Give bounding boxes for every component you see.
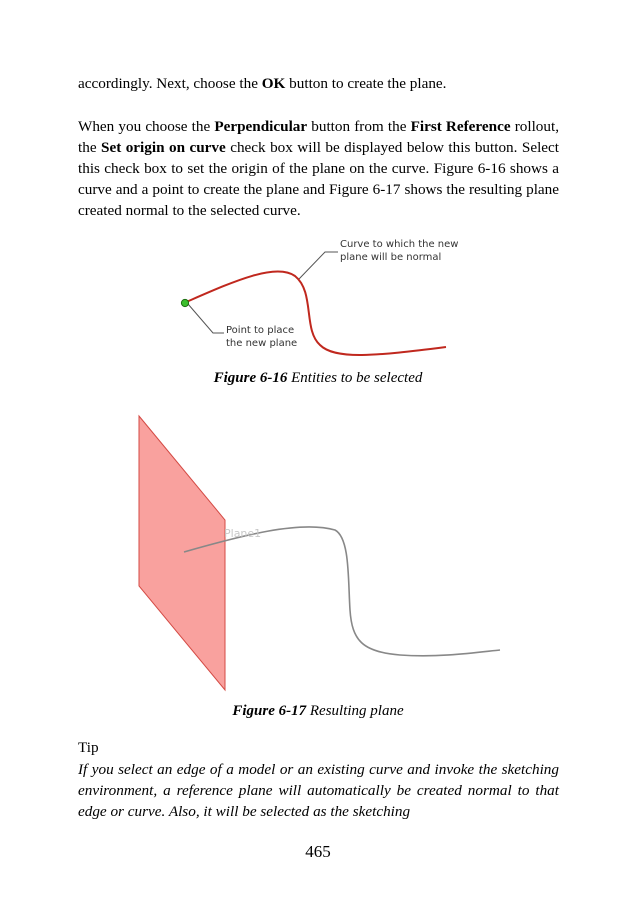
ok-term: OK (261, 75, 286, 92)
page-number: 465 (305, 842, 331, 861)
reference-plane (139, 416, 225, 690)
perpendicular-term: Perpendicular (214, 118, 308, 135)
paragraph-perpendicular: When you choose the Perpendicular button from the First Reference rollout, the Set origin on curve check box will be displayed below this button. Select this check box to set the origin of the plane on the curve. Figure 6-16 shows a curve and a point to create the plane and Figure 6-17 shows the resulting plane created normal to the selected curve. (78, 118, 560, 219)
callout-point-line1: Point to place (226, 325, 295, 336)
callout-curve-line1: Curve to which the new (340, 239, 459, 250)
resulting-curve (184, 527, 500, 656)
figure-6-17-caption: Figure 6-17 Resulting plane (232, 703, 404, 719)
first-reference-term: First Reference (410, 118, 511, 135)
paragraph-continuation: accordingly. Next, choose the OK button to create the plane. (78, 75, 447, 92)
figure-6-16-caption: Figure 6-16 Entities to be selected (213, 370, 423, 386)
callout-curve-line2: plane will be normal (340, 252, 442, 263)
plane-label: Plane1 (224, 527, 262, 540)
tip-body: If you select an edge of a model or an existing curve and invoke the sketching environment, a reference plane will automatically be created normal to that edge or curve. Also, it will be selected as the sketching (78, 761, 559, 820)
set-origin-term: Set origin on curve (101, 139, 226, 156)
callout-point-line2: the new plane (226, 338, 298, 349)
tip-heading: Tip (78, 739, 99, 756)
